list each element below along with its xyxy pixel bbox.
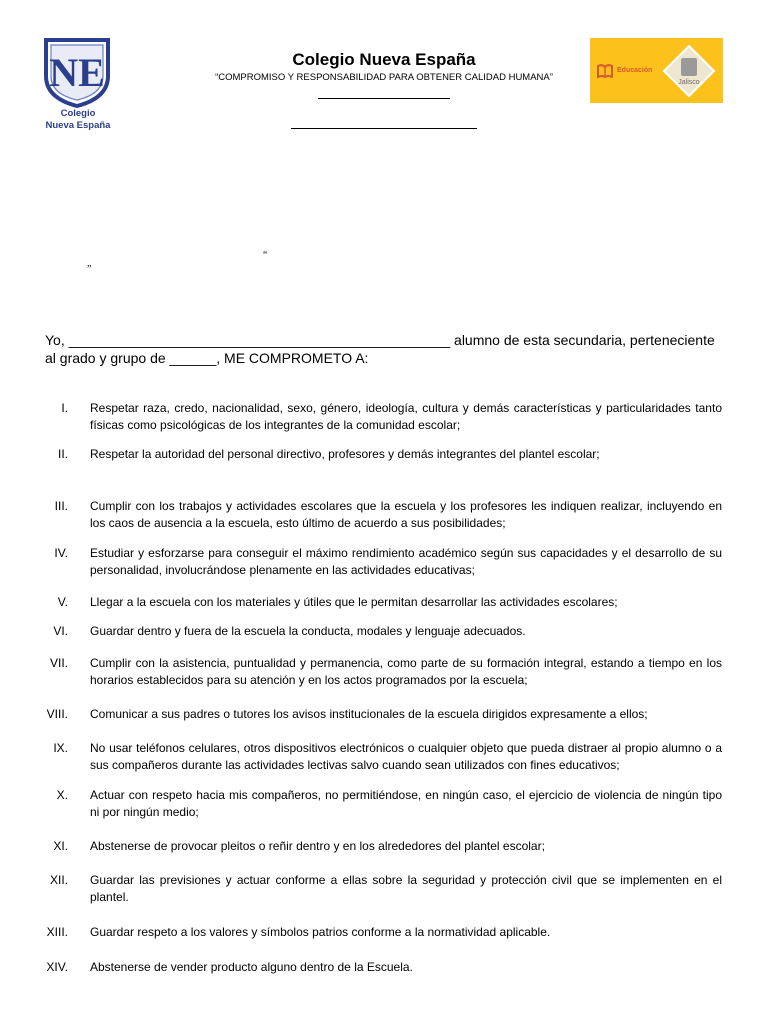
item-text: Cumplir con los trabajos y actividades escolares que la escuela y los profesores les indiquen realizar, incluyendo en los caos de ausencia a la escuela, esto último de acuerdo a sus posibilidades; [90, 499, 722, 530]
item-text: Actuar con respeto hacia mis compañeros, no permitiéndose, en ningún caso, el ejercicio de violencia de ningún tipo ni por ningún medio; [90, 788, 722, 819]
item-number: VI. [53, 624, 68, 638]
item-text: Abstenerse de provocar pleitos o reñir dentro y en los alrededores del plantel escolar; [90, 839, 545, 853]
item-number: V. [57, 595, 68, 609]
school-title: Colegio Nueva España [292, 50, 476, 69]
item-number: IX. [53, 741, 68, 755]
item-number: III. [54, 499, 68, 513]
item-text: Comunicar a sus padres o tutores los avisos institucionales de la escuela dirigidos expresamente a ellos; [90, 707, 648, 721]
item-text: No usar teléfonos celulares, otros dispositivos electrónicos o cualquier objeto que pueda distraer al propio alumno o a sus compañeros durante las actividades lectivas salvo cuando sean utilizados con fines educativos; [90, 741, 722, 772]
item-number: I. [61, 401, 68, 415]
item-text: Cumplir con la asistencia, puntualidad y permanencia, como parte de su formación integral, estando a tiempo en los horarios establecidos para su atención y en los actos programados por la escuela; [90, 656, 722, 687]
commitment-intro: Yo, _________________________________________________ alumno de esta secundaria, perteneciente al grado y grupo de ______, ME COMPROMETO A: [45, 332, 715, 366]
school-motto: “COMPROMISO Y RESPONSABILIDAD PARA OBTENER CALIDAD HUMANA” [215, 72, 553, 83]
logo-caption [36, 108, 120, 132]
item-number: XII. [49, 873, 68, 887]
logo-caption-line2: Nueva España [45, 120, 111, 131]
item-text: Guardar respeto a los valores y símbolos patrios conforme a la normatividad aplicable. [90, 925, 551, 939]
logo-letter-n: NE [49, 50, 105, 95]
open-quote-mark: “ [262, 250, 268, 261]
item-text: Estudiar y esforzarse para conseguir el máximo rendimiento académico según sus capacidades y el desarrollo de su personalidad, involucrándose plenamente en las actividades educativas; [90, 546, 722, 577]
education-logo-text: Educación [617, 67, 653, 74]
item-number: VIII. [46, 707, 68, 721]
item-number: XIII. [46, 925, 68, 939]
book-icon [597, 64, 613, 78]
close-quote-mark: ” [87, 264, 92, 275]
item-number: XI. [53, 839, 68, 853]
item-number: II. [57, 447, 68, 461]
header-rule-short [318, 98, 450, 99]
item-text: Respetar raza, credo, nacionalidad, sexo, género, ideología, cultura y demás características y particularidades tanto físicas como psicológicas de los integrantes de la comunidad escolar; [90, 401, 722, 432]
logo-caption-line1: Colegio [60, 108, 96, 119]
item-text: Abstenerse de vender producto alguno dentro de la Escuela. [90, 960, 413, 974]
item-number: X. [56, 788, 68, 802]
item-number: VII. [49, 656, 68, 670]
item-text: Respetar la autoridad del personal directivo, profesores y demás integrantes del plantel escolar; [90, 447, 600, 461]
jalisco-badge-icon [662, 44, 716, 98]
header-rule-long [291, 128, 477, 129]
jalisco-text: Jalisco [678, 79, 700, 86]
item-text: Guardar dentro y fuera de la escuela la conducta, modales y lenguaje adecuados. [90, 624, 526, 638]
item-number: IV. [54, 546, 68, 560]
item-text: Guardar las previsiones y actuar conforme a ellas sobre la seguridad y protección civil que se implementen en el plantel. [90, 873, 722, 904]
item-text: Llegar a la escuela con los materiales y útiles que le permitan desarrollar las actividades escolares; [90, 595, 618, 609]
item-number: XIV. [46, 960, 68, 974]
